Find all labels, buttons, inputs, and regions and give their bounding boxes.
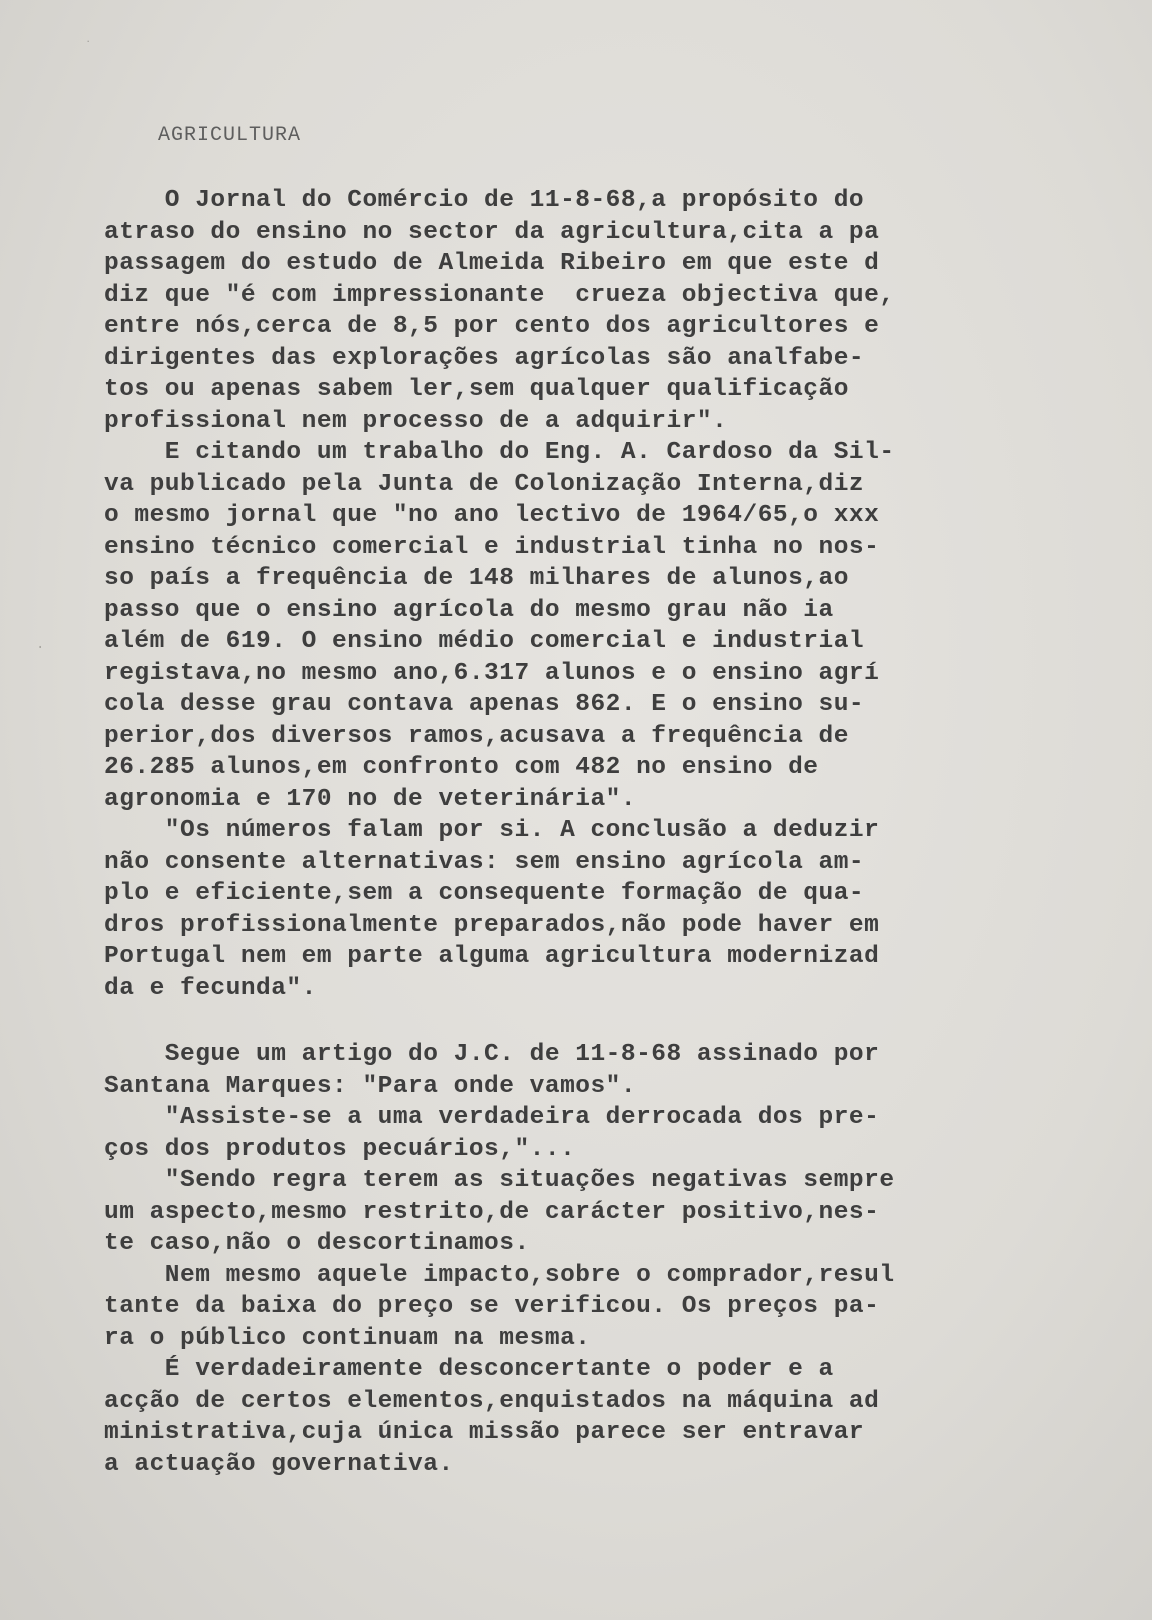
text-line: "Os números falam por si. A conclusão a deduzir [104, 817, 880, 844]
text-line: so país a frequência de 148 milhares de alunos,ao [104, 565, 849, 592]
text-line: plo e eficiente,sem a consequente formação de qua- [104, 880, 865, 907]
text-line: atraso do ensino no sector da agricultura,cita a pa [104, 218, 880, 246]
text-line: profissional nem processo de a adquirir". [104, 407, 728, 435]
text-line: Santana Marques: "Para onde vamos". [104, 1072, 637, 1100]
text-line: o mesmo jornal que "no ano lectivo de 1964/65,o xxx [104, 502, 880, 529]
text-line: "Sendo regra terem as situações negativas sempre [104, 1167, 895, 1194]
text-line: a actuação governativa. [104, 1450, 454, 1478]
text-line: "Assiste-se a uma verdadeira derrocada dos pre- [104, 1104, 880, 1131]
margin-speck: · [36, 640, 45, 656]
text-line: agronomia e 170 no de veterinária". [104, 785, 637, 813]
paragraph-gap [104, 1004, 1134, 1039]
text-line: Portugal nem em parte alguma agricultura modernizad [104, 943, 880, 970]
text-line: perior,dos diversos ramos,acusava a frequência de [104, 722, 849, 750]
text-line: acção de certos elementos,enquistados na máquina ad [104, 1387, 880, 1415]
text-line: não consente alternativas: sem ensino agrícola am- [104, 848, 865, 876]
text-line: va publicado pela Junta de Colonização Interna,diz [104, 470, 865, 498]
text-line: tos ou apenas sabem ler,sem qualquer qualificação [104, 376, 849, 403]
text-line: ministrativa,cuja única missão parece ser entravar [104, 1419, 865, 1446]
text-line: entre nós,cerca de 8,5 por cento dos agricultores e [104, 313, 880, 340]
text-line: 26.285 alunos,em confronto com 482 no ensino de [104, 754, 819, 781]
text-line: ços dos produtos pecuários,"... [104, 1135, 576, 1163]
text-line: ensino técnico comercial e industrial tinha no nos- [104, 533, 880, 561]
text-line: E citando um trabalho do Eng. A. Cardoso da Sil- [104, 439, 895, 466]
text-line: dirigentes das explorações agrícolas são analfabe- [104, 344, 865, 372]
text-line: diz que "é com impressionante crueza objectiva que, [104, 281, 895, 309]
text-line: além de 619. O ensino médio comercial e industrial [104, 628, 865, 655]
text-line: cola desse grau contava apenas 862. E o ensino su- [104, 691, 865, 718]
text-line: um aspecto,mesmo restrito,de carácter positivo,nes- [104, 1198, 880, 1226]
text-line: É verdadeiramente desconcertante o poder e a [104, 1356, 834, 1383]
page-title: AGRICULTURA [158, 124, 302, 147]
text-line: te caso,não o descortinamos. [104, 1230, 530, 1257]
text-block [104, 1039, 1134, 1480]
text-line: O Jornal do Comércio de 11-8-68,a propósito do [104, 187, 865, 214]
text-line: registava,no mesmo ano,6.317 alunos e o ensino agrí [104, 659, 880, 687]
text-line: passo que o ensino agrícola do mesmo grau não ia [104, 596, 834, 624]
margin-speck: ˙ [84, 40, 93, 56]
text-line: passagem do estudo de Almeida Ribeiro em que este d [104, 250, 880, 277]
text-line: Segue um artigo do J.C. de 11-8-68 assinado por [104, 1041, 880, 1068]
text-line: dros profissionalmente preparados,não pode haver em [104, 911, 880, 939]
text-line: ra o público continuam na mesma. [104, 1324, 591, 1352]
text-line: Nem mesmo aquele impacto,sobre o comprador,resul [104, 1261, 895, 1289]
text-line: da e fecunda". [104, 974, 317, 1002]
document-body [104, 185, 1134, 1480]
text-block [104, 185, 1134, 1004]
text-line: tante da baixa do preço se verificou. Os preços pa- [104, 1293, 880, 1320]
